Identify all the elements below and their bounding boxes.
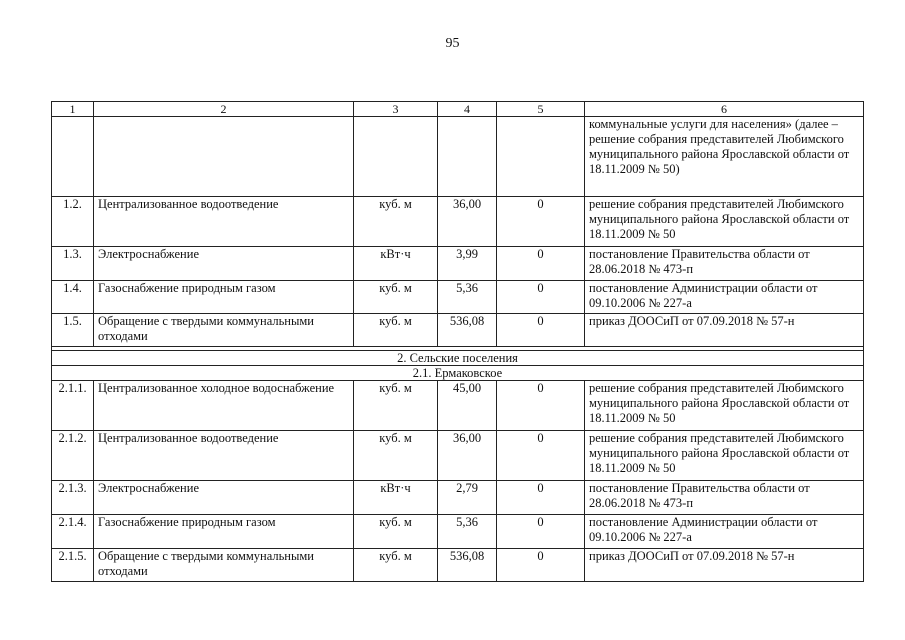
service-name: Обращение с твердыми коммунальными отходами	[94, 314, 354, 347]
row-number: 2.1.1.	[52, 381, 94, 431]
tariff-value: 536,08	[438, 549, 497, 582]
cell-empty	[52, 117, 94, 197]
service-name: Газоснабжение природным газом	[94, 515, 354, 549]
zero-value: 0	[497, 481, 585, 515]
zero-value: 0	[497, 431, 585, 481]
unit: куб. м	[354, 197, 438, 247]
column-number: 2	[94, 102, 354, 117]
row-number: 1.4.	[52, 281, 94, 314]
tariff-value: 3,99	[438, 247, 497, 281]
unit: куб. м	[354, 515, 438, 549]
unit: куб. м	[354, 431, 438, 481]
document-cell: коммунальные услуги для населения» (далее – решение собрания представителей Любимского муниципального района Ярославской области от 18.11.2009 № 50)	[585, 117, 864, 197]
document-cell: приказ ДООСиП от 07.09.2018 № 57-н	[585, 549, 864, 582]
zero-value: 0	[497, 549, 585, 582]
table-row	[52, 381, 864, 431]
column-number: 4	[438, 102, 497, 117]
document-cell: приказ ДООСиП от 07.09.2018 № 57-н	[585, 314, 864, 347]
column-number: 5	[497, 102, 585, 117]
service-name: Централизованное водоотведение	[94, 431, 354, 481]
cell-empty	[438, 117, 497, 197]
zero-value: 0	[497, 314, 585, 347]
row-number: 2.1.4.	[52, 515, 94, 549]
row-number: 2.1.5.	[52, 549, 94, 582]
service-name: Централизованное холодное водоснабжение	[94, 381, 354, 431]
document-cell: постановление Правительства области от 28.06.2018 № 473-п	[585, 247, 864, 281]
row-number: 2.1.3.	[52, 481, 94, 515]
tariff-table	[51, 101, 864, 582]
row-number: 1.2.	[52, 197, 94, 247]
tariff-value: 5,36	[438, 515, 497, 549]
table-row	[52, 314, 864, 347]
table-row	[52, 247, 864, 281]
service-name: Обращение с твердыми коммунальными отходами	[94, 549, 354, 582]
unit: куб. м	[354, 281, 438, 314]
table-row	[52, 515, 864, 549]
zero-value: 0	[497, 381, 585, 431]
tariff-value: 5,36	[438, 281, 497, 314]
section-title: 2. Сельские поселения	[52, 351, 864, 366]
unit: куб. м	[354, 381, 438, 431]
page-number: 95	[445, 36, 460, 51]
table-row	[52, 481, 864, 515]
section-row	[52, 351, 864, 366]
document-cell: постановление Администрации области от 09.10.2006 № 227-а	[585, 515, 864, 549]
cell-empty	[94, 117, 354, 197]
service-name: Электроснабжение	[94, 481, 354, 515]
cell-empty	[354, 117, 438, 197]
document-cell: постановление Правительства области от 28.06.2018 № 473-п	[585, 481, 864, 515]
column-number: 3	[354, 102, 438, 117]
zero-value: 0	[497, 281, 585, 314]
tariff-value: 536,08	[438, 314, 497, 347]
table-row	[52, 431, 864, 481]
subsection-title: 2.1. Ермаковское	[52, 366, 864, 381]
tariff-value: 36,00	[438, 431, 497, 481]
table-row	[52, 281, 864, 314]
tariff-value: 36,00	[438, 197, 497, 247]
zero-value: 0	[497, 247, 585, 281]
cell-empty	[497, 117, 585, 197]
document-cell: решение собрания представителей Любимского муниципального района Ярославской области от 18.11.2009 № 50	[585, 381, 864, 431]
continuation-row	[52, 117, 864, 197]
zero-value: 0	[497, 515, 585, 549]
document-cell: решение собрания представителей Любимского муниципального района Ярославской области от 18.11.2009 № 50	[585, 197, 864, 247]
table-row	[52, 549, 864, 582]
tariff-value: 2,79	[438, 481, 497, 515]
unit: кВт·ч	[354, 247, 438, 281]
unit: куб. м	[354, 549, 438, 582]
table-row	[52, 197, 864, 247]
zero-value: 0	[497, 197, 585, 247]
service-name: Централизованное водоотведение	[94, 197, 354, 247]
service-name: Электроснабжение	[94, 247, 354, 281]
row-number: 1.3.	[52, 247, 94, 281]
unit: куб. м	[354, 314, 438, 347]
document-cell: решение собрания представителей Любимского муниципального района Ярославской области от 18.11.2009 № 50	[585, 431, 864, 481]
column-number: 1	[52, 102, 94, 117]
document-cell: постановление Администрации области от 09.10.2006 № 227-а	[585, 281, 864, 314]
tariff-value: 45,00	[438, 381, 497, 431]
column-number: 6	[585, 102, 864, 117]
subsection-row	[52, 366, 864, 381]
row-number: 1.5.	[52, 314, 94, 347]
unit: кВт·ч	[354, 481, 438, 515]
column-number-row	[52, 102, 864, 117]
row-number: 2.1.2.	[52, 431, 94, 481]
service-name: Газоснабжение природным газом	[94, 281, 354, 314]
